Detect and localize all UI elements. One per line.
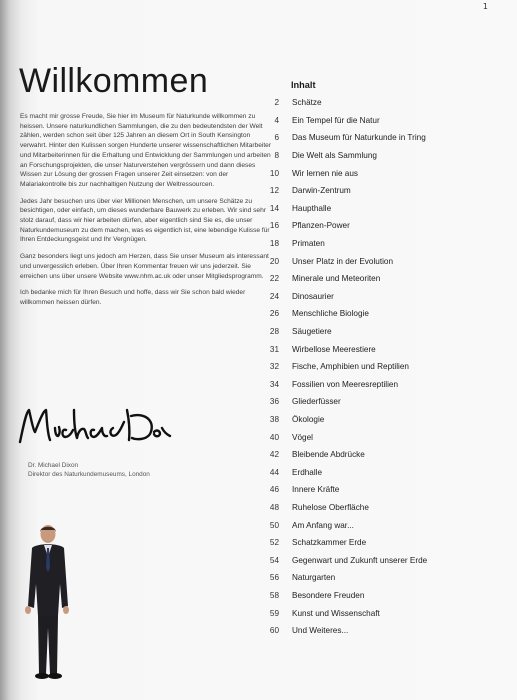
toc-label: Gegenwart und Zukunft unserer Erde (292, 555, 428, 565)
toc-entry (266, 393, 486, 411)
toc-entry (266, 340, 486, 358)
toc-label: Erdhalle (292, 467, 323, 477)
toc-page-number: 4 (274, 115, 279, 125)
toc-label: Vögel (292, 432, 313, 442)
toc-entry (266, 147, 486, 165)
toc-label: Besondere Freuden (292, 590, 365, 600)
toc-entry (266, 411, 486, 429)
toc-page-number: 44 (269, 467, 279, 477)
toc-page-number: 34 (269, 379, 279, 389)
toc-label: Naturgarten (292, 573, 336, 583)
toc-page-number: 46 (269, 485, 279, 495)
toc-page-number: 18 (269, 239, 279, 249)
toc-page-number: 24 (269, 291, 279, 301)
intro-paragraph: Ich bedanke mich für Ihren Besuch und hoffe, dass wir Sie schon bald wieder willkommen heissen dürfen. (20, 289, 246, 306)
table-of-contents (266, 80, 486, 639)
toc-label: Darwin-Zentrum (292, 186, 351, 196)
toc-page-number: 54 (269, 555, 279, 565)
toc-page-number: 42 (269, 450, 279, 460)
toc-entry (266, 129, 486, 147)
toc-label: Fossilien von Meeresreptilien (292, 379, 399, 389)
toc-page-number: 14 (269, 203, 279, 213)
toc-entry (266, 428, 486, 446)
toc-label: Menschliche Biologie (292, 309, 369, 319)
toc-entry (266, 200, 486, 218)
toc-label: Dinosaurier (292, 291, 334, 301)
intro-paragraph: Jedes Jahr besuchen uns über vier Millionen Menschen, um unsere Schätze zu besichtigen, oder einfach, um dieses wunderbare Bauwerk zu erleben. Wir sind sehr stolz darauf, dass wir hier arbeiten dürfen, aber eigentlich sind Sie es, die unser Naturkundemuseum zu dem machen, was es eigentlich ist, eine lebendige Kulisse für Ihren Entdeckungsgeist und Ihr Vergnügen. (20, 197, 270, 244)
toc-label: Schätze (292, 98, 322, 108)
page-title: Willkommen (19, 62, 209, 100)
page-number: 1 (482, 2, 488, 11)
toc-label: Primaten (292, 239, 325, 249)
toc-entry (266, 358, 486, 376)
toc-page-number: 32 (269, 362, 279, 372)
toc-entry (266, 288, 486, 306)
signatory-role: Direktor des Naturkundemuseums, London (28, 471, 150, 478)
toc-label: Und Weiteres... (292, 626, 349, 636)
toc-entry (266, 587, 486, 605)
toc-page-number: 2 (274, 98, 279, 108)
toc-entry (266, 516, 486, 534)
toc-label: Innere Kräfte (292, 485, 340, 495)
toc-entry (266, 182, 486, 200)
toc-page-number: 26 (269, 309, 279, 319)
welcome-text (20, 112, 272, 315)
toc-label: Haupthalle (292, 203, 332, 213)
toc-label: Gliederfüsser (292, 397, 341, 407)
toc-page-number: 10 (269, 168, 279, 178)
toc-label: Säugetiere (292, 327, 332, 337)
toc-page-number: 28 (269, 327, 279, 337)
toc-entry (266, 217, 486, 235)
toc-entry (266, 446, 486, 464)
toc-entry (266, 499, 486, 517)
toc-entry (266, 164, 486, 182)
toc-label: Bleibende Abdrücke (292, 450, 365, 460)
toc-page-number: 36 (269, 397, 279, 407)
toc-page-number: 38 (269, 414, 279, 424)
toc-entry (266, 534, 486, 552)
toc-entry (266, 305, 486, 323)
toc-entry (266, 622, 486, 640)
toc-entry (266, 94, 486, 112)
toc-page-number: 52 (269, 538, 279, 548)
intro-paragraph: Ganz besonders liegt uns jedoch am Herzen, dass Sie unser Museum als interessant und unvergesslich erleben. Über Ihren Kommentar freuen wir uns jederzeit. Sie erreichen uns über unsere Website www.nhm.ac.uk oder unser Mitgliedsprogramm. (20, 253, 269, 280)
toc-label: Am Anfang war... (292, 520, 354, 530)
toc-page-number: 59 (269, 608, 279, 618)
toc-page-number: 16 (269, 221, 279, 231)
toc-label: Ruhelose Oberfläche (292, 502, 369, 512)
toc-page-number: 6 (274, 133, 279, 143)
toc-label: Pflanzen-Power (292, 221, 350, 231)
toc-label: Fische, Amphibien und Reptilien (292, 362, 409, 372)
toc-label: Ein Tempel für die Natur (292, 115, 380, 125)
toc-entry (266, 604, 486, 622)
toc-label: Ökologie (292, 414, 325, 424)
toc-page-number: 31 (269, 344, 279, 354)
toc-entry (266, 270, 486, 288)
handwritten-signature (14, 398, 174, 456)
contents-heading: Inhalt (291, 80, 316, 90)
toc-page-number: 12 (269, 186, 279, 196)
toc-page-number: 56 (269, 573, 279, 583)
toc-entry (266, 112, 486, 130)
toc-page-number: 60 (269, 626, 279, 636)
toc-label: Die Welt als Sammlung (292, 151, 377, 161)
toc-entry (266, 463, 486, 481)
toc-label: Kunst und Wissenschaft (292, 608, 380, 618)
toc-label: Minerale und Meteoriten (292, 274, 381, 284)
toc-entry (266, 252, 486, 270)
toc-label: Wirbellose Meerestiere (292, 344, 376, 354)
toc-page-number: 8 (274, 151, 279, 161)
toc-page-number: 58 (269, 590, 279, 600)
intro-paragraph: Es macht mir grosse Freude, Sie hier im Museum für Naturkunde willkommen zu heissen. Unsere naturkundlichen Sammlungen, die zu den bedeutendsten der Welt zählen, werden schon seit über 125 Jahren an diesem Ort in South Kensington verwahrt. Hinter den Kulissen sorgen Hunderte unserer wissenschaftlichen Mitarbeiter und Mitarbeiterinnen für die Erhaltung und Entwicklung der Sammlungen und arbeiten an Forschungsprojekten, die unser Naturverstehen vergrössern und dann dieses Wissen zur Lösung der grossen Fragen unserer Zeit einsetzen: von der Malariakontrolle bis zur nachhaltigen Nutzung der Weltressourcen. (20, 113, 272, 188)
toc-label: Das Museum für Naturkunde in Tring (292, 133, 426, 143)
toc-label: Unser Platz in der Evolution (292, 256, 394, 266)
director-photo (22, 524, 74, 684)
toc-page-number: 50 (269, 520, 279, 530)
toc-page-number: 40 (269, 432, 279, 442)
toc-label: Wir lernen nie aus (292, 168, 358, 178)
toc-entry (266, 376, 486, 394)
toc-entry (266, 481, 486, 499)
toc-list (266, 94, 486, 639)
toc-page-number: 48 (269, 502, 279, 512)
toc-entry (266, 569, 486, 587)
signatory-name: Dr. Michael Dixon (28, 462, 79, 469)
toc-entry (266, 323, 486, 341)
toc-page-number: 22 (269, 274, 279, 284)
toc-page-number: 20 (269, 256, 279, 266)
toc-label: Schatzkammer Erde (292, 538, 367, 548)
toc-entry (266, 551, 486, 569)
toc-entry (266, 235, 486, 253)
